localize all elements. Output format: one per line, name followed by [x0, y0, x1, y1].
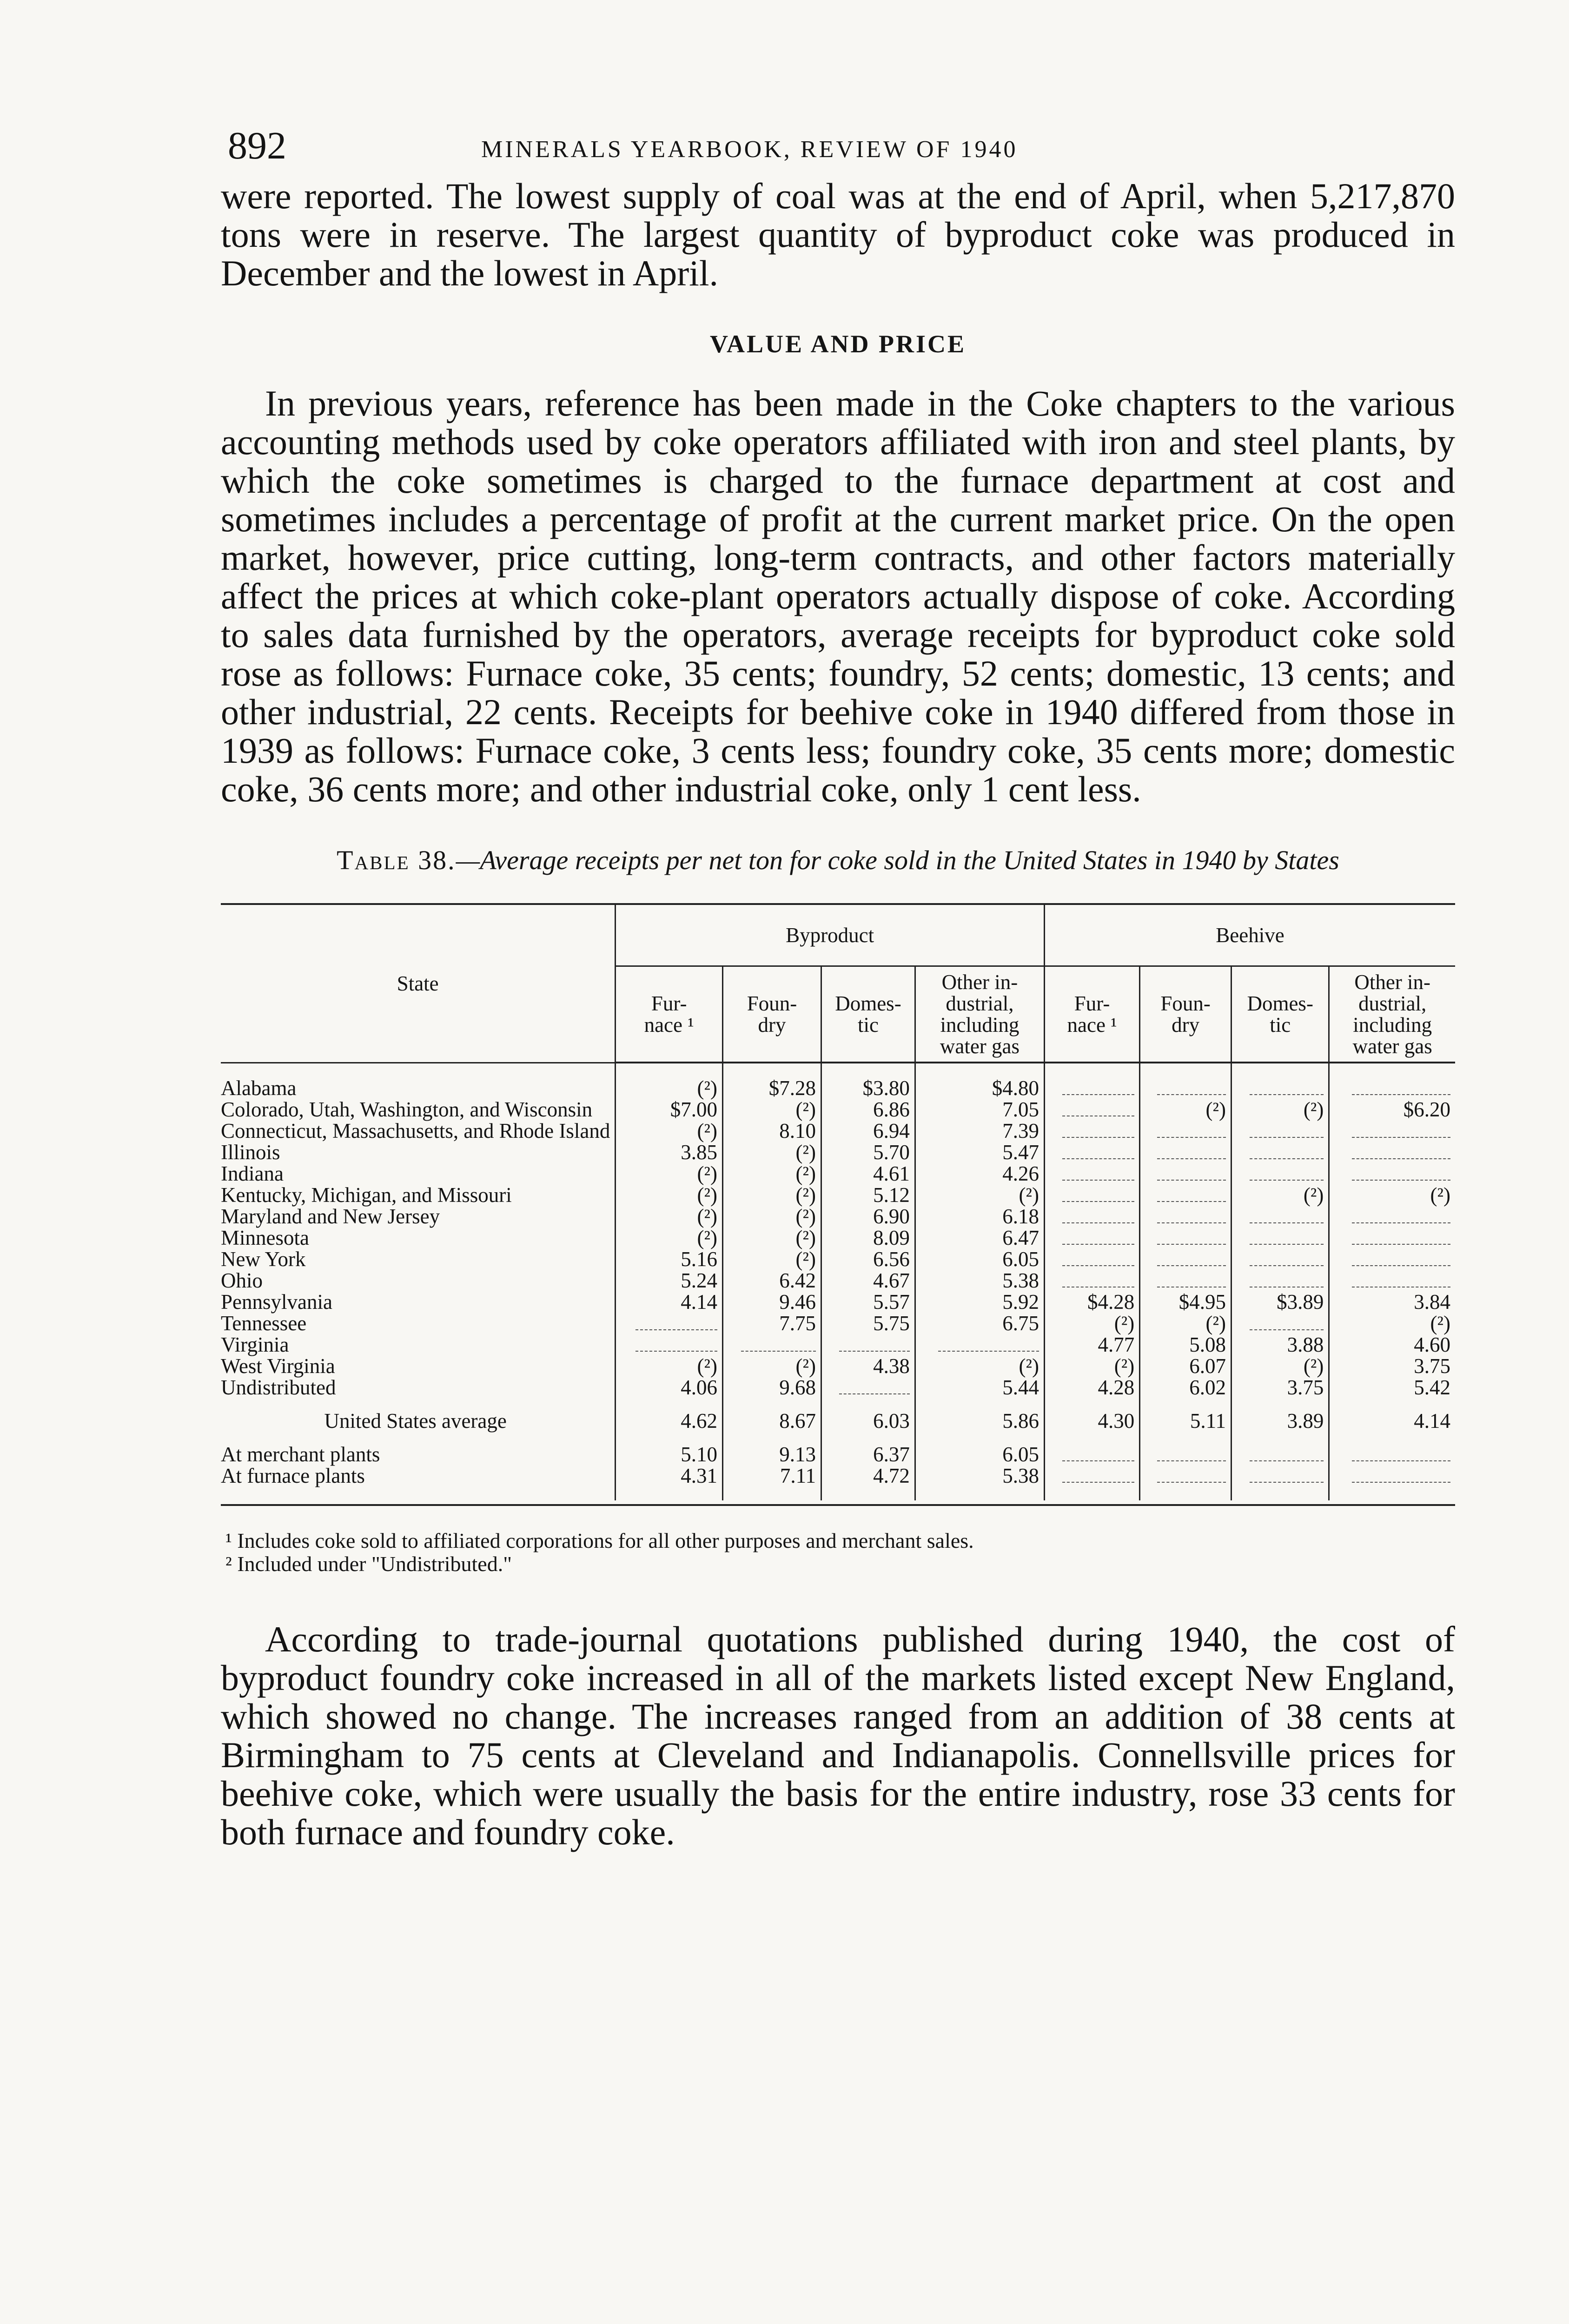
- dash-leader: [1250, 1158, 1324, 1159]
- empty-cell: [1140, 1270, 1231, 1291]
- table-caption-label: Table 38.: [337, 845, 456, 875]
- table-row: [221, 1163, 1455, 1184]
- closing-paragraph: According to trade-journal quotations published during 1940, the cost of byproduct foundry coke increased in all of the markets listed except New England, which showed no change. The increases ranged from an addition of 38 cents at Birmingham to 75 cents at Cleveland and Indianapolis. Connellsville prices for beehive coke, which were usually the basis for the entire industry, rose 33 cents for both furnace and foundry coke.: [221, 1619, 1455, 1852]
- value-cell: 4.26: [915, 1163, 1044, 1184]
- empty-cell: [1329, 1465, 1455, 1486]
- state-name: Tennessee: [221, 1312, 307, 1335]
- empty-cell: [616, 1313, 723, 1334]
- dash-leader: [938, 1351, 1039, 1352]
- value-cell: $7.00: [616, 1099, 723, 1120]
- dash-leader: [1062, 1460, 1134, 1461]
- dash-leader: [1157, 1158, 1226, 1159]
- table-row: [221, 1291, 1455, 1313]
- dash-leader: [1157, 1265, 1226, 1266]
- value-cell: 4.31: [616, 1465, 723, 1486]
- value-cell: 8.09: [821, 1227, 915, 1248]
- state-name: Kentucky, Michigan, and Missouri: [221, 1183, 512, 1207]
- dash-leader: [839, 1393, 910, 1394]
- value-cell: 5.38: [915, 1465, 1044, 1486]
- value-cell: (²): [722, 1206, 821, 1227]
- table-row: [221, 1270, 1455, 1291]
- empty-cell: [1140, 1206, 1231, 1227]
- column-header-1: Fur- nace ¹: [616, 966, 723, 1063]
- footnote-2: ² Included under "Undistributed.": [225, 1552, 512, 1576]
- value-cell: 6.90: [821, 1206, 915, 1227]
- column-header-2: Foun- dry: [722, 966, 821, 1063]
- dash-leader: [1062, 1180, 1134, 1181]
- empty-cell: [1044, 1206, 1139, 1227]
- empty-cell: [1044, 1077, 1139, 1099]
- value-cell: 6.86: [821, 1099, 915, 1120]
- empty-cell: [1140, 1077, 1231, 1099]
- empty-cell: [1329, 1163, 1455, 1184]
- value-cell: $4.95: [1140, 1291, 1231, 1313]
- value-cell: 3.89: [1231, 1398, 1329, 1444]
- page-header: [221, 116, 1455, 177]
- dash-leader: [1157, 1222, 1226, 1223]
- table-row: [221, 1334, 1455, 1355]
- empty-cell: [1231, 1270, 1329, 1291]
- value-cell: (²): [1044, 1313, 1139, 1334]
- dash-leader: [1157, 1460, 1226, 1461]
- table-row: [221, 1227, 1455, 1248]
- empty-cell: [1044, 1465, 1139, 1486]
- empty-cell: [1231, 1248, 1329, 1270]
- value-cell: 7.05: [915, 1099, 1044, 1120]
- value-cell: 5.47: [915, 1142, 1044, 1163]
- empty-cell: [1044, 1227, 1139, 1248]
- value-cell: (²): [722, 1184, 821, 1206]
- empty-cell: [1140, 1227, 1231, 1248]
- empty-cell: [1231, 1206, 1329, 1227]
- value-cell: 6.02: [1140, 1377, 1231, 1398]
- value-cell: 5.12: [821, 1184, 915, 1206]
- value-cell: 4.61: [821, 1163, 915, 1184]
- value-cell: 4.14: [616, 1291, 723, 1313]
- dash-leader: [1352, 1244, 1450, 1245]
- document-page: [221, 116, 1455, 1851]
- dash-leader: [1352, 1094, 1450, 1095]
- value-cell: (²): [1140, 1099, 1231, 1120]
- value-cell: 9.46: [722, 1291, 821, 1313]
- table-row: [221, 1377, 1455, 1398]
- empty-cell: [1329, 1077, 1455, 1099]
- spacer-cell: [616, 1063, 723, 1077]
- spacer-cell: [1140, 1063, 1231, 1077]
- empty-cell: [1044, 1248, 1139, 1270]
- value-cell: $4.80: [915, 1077, 1044, 1099]
- empty-cell: [1231, 1444, 1329, 1465]
- empty-cell: [1044, 1270, 1139, 1291]
- empty-cell: [1329, 1270, 1455, 1291]
- empty-cell: [821, 1377, 915, 1398]
- value-cell: 4.30: [1044, 1398, 1139, 1444]
- beehive-group-header: Beehive: [1044, 905, 1455, 966]
- dash-leader: [1157, 1482, 1226, 1483]
- value-cell: 5.16: [616, 1248, 723, 1270]
- spacer-cell: [722, 1486, 821, 1500]
- value-cell: 9.13: [722, 1444, 821, 1465]
- value-cell: 6.03: [821, 1398, 915, 1444]
- value-cell: (²): [616, 1227, 723, 1248]
- value-cell: 6.42: [722, 1270, 821, 1291]
- group-header-row: [221, 905, 1455, 966]
- dash-leader: [1250, 1180, 1324, 1181]
- value-cell: (²): [1329, 1184, 1455, 1206]
- receipts-table: [221, 905, 1455, 1500]
- empty-cell: [1140, 1142, 1231, 1163]
- value-cell: 6.94: [821, 1120, 915, 1142]
- value-cell: 6.07: [1140, 1355, 1231, 1377]
- spacer-cell: [1140, 1486, 1231, 1500]
- state-name: Pennsylvania: [221, 1290, 332, 1314]
- value-cell: $3.80: [821, 1077, 915, 1099]
- empty-cell: [1140, 1163, 1231, 1184]
- spacer-cell: [221, 1486, 616, 1500]
- spacer-cell: [1044, 1063, 1139, 1077]
- value-cell: 4.60: [1329, 1334, 1455, 1355]
- table-row: [221, 1206, 1455, 1227]
- spacer-row: [221, 1486, 1455, 1500]
- spacer-cell: [1231, 1063, 1329, 1077]
- state-name: Ohio: [221, 1269, 263, 1292]
- value-cell: (²): [1231, 1099, 1329, 1120]
- empty-cell: [616, 1334, 723, 1355]
- state-name: Connecticut, Massachusetts, and Rhode Island: [221, 1119, 610, 1142]
- value-cell: (²): [616, 1120, 723, 1142]
- table-row: [221, 1248, 1455, 1270]
- value-cell: 4.67: [821, 1270, 915, 1291]
- table-row: [221, 1184, 1455, 1206]
- value-cell: $7.28: [722, 1077, 821, 1099]
- value-cell: 8.67: [722, 1398, 821, 1444]
- value-cell: 3.88: [1231, 1334, 1329, 1355]
- column-header-4: Other in- dustrial, including water gas: [915, 966, 1044, 1063]
- dash-leader: [1157, 1244, 1226, 1245]
- value-cell: 5.75: [821, 1313, 915, 1334]
- value-cell: (²): [915, 1184, 1044, 1206]
- average-row: [221, 1398, 1455, 1444]
- empty-cell: [1329, 1227, 1455, 1248]
- state-name: At merchant plants: [221, 1443, 380, 1466]
- empty-cell: [1044, 1163, 1139, 1184]
- value-cell: (²): [1329, 1313, 1455, 1334]
- empty-cell: [915, 1334, 1044, 1355]
- page-number: 892: [228, 124, 286, 167]
- dash-leader: [1062, 1482, 1134, 1483]
- state-name: Undistributed: [221, 1376, 336, 1399]
- dash-leader: [636, 1329, 717, 1330]
- dash-leader: [1157, 1137, 1226, 1138]
- value-cell: 3.75: [1329, 1355, 1455, 1377]
- state-name: Indiana: [221, 1162, 284, 1185]
- empty-cell: [1231, 1077, 1329, 1099]
- state-column-header: State: [221, 905, 616, 1063]
- value-cell: 6.05: [915, 1444, 1044, 1465]
- dash-leader: [1157, 1201, 1226, 1202]
- value-cell: 9.68: [722, 1377, 821, 1398]
- spacer-cell: [821, 1063, 915, 1077]
- state-name: Virginia: [221, 1333, 289, 1356]
- value-cell: 3.85: [616, 1142, 723, 1163]
- value-cell: 4.14: [1329, 1398, 1455, 1444]
- dash-leader: [1352, 1137, 1450, 1138]
- value-cell: 4.28: [1044, 1377, 1139, 1398]
- empty-cell: [1231, 1163, 1329, 1184]
- value-cell: 6.47: [915, 1227, 1044, 1248]
- dash-leader: [1352, 1158, 1450, 1159]
- table-row: [221, 1077, 1455, 1099]
- spacer-cell: [616, 1486, 723, 1500]
- dash-leader: [1352, 1180, 1450, 1181]
- value-cell: 5.44: [915, 1377, 1044, 1398]
- value-cell: 3.75: [1231, 1377, 1329, 1398]
- byproduct-group-header: Byproduct: [616, 905, 1045, 966]
- footnote-1: ¹ Includes coke sold to affiliated corporations for all other purposes and merchant sales.: [225, 1529, 974, 1552]
- value-cell: 4.38: [821, 1355, 915, 1377]
- dash-leader: [839, 1351, 910, 1352]
- plant-row: [221, 1465, 1455, 1486]
- value-cell: 6.05: [915, 1248, 1044, 1270]
- value-cell: 5.08: [1140, 1334, 1231, 1355]
- value-cell: 3.84: [1329, 1291, 1455, 1313]
- value-cell: $3.89: [1231, 1291, 1329, 1313]
- section-heading: VALUE AND PRICE: [709, 330, 967, 358]
- column-header-5: Fur- nace ¹: [1044, 966, 1139, 1063]
- value-cell: 5.86: [915, 1398, 1044, 1444]
- value-cell: 4.77: [1044, 1334, 1139, 1355]
- value-cell: $4.28: [1044, 1291, 1139, 1313]
- value-cell: 4.06: [616, 1377, 723, 1398]
- spacer-row: [221, 1063, 1455, 1077]
- empty-cell: [1140, 1444, 1231, 1465]
- dash-leader: [1250, 1329, 1324, 1330]
- value-cell: 4.72: [821, 1465, 915, 1486]
- dash-leader: [1062, 1201, 1134, 1202]
- dash-leader: [1062, 1265, 1134, 1266]
- dash-leader: [1352, 1222, 1450, 1223]
- spacer-cell: [915, 1063, 1044, 1077]
- column-header-7: Domes- tic: [1231, 966, 1329, 1063]
- value-paragraph: In previous years, reference has been made in the Coke chapters to the various accounting methods used by coke operators affiliated with iron and steel plants, by which the coke sometimes is charged to the furnace department at cost and sometimes includes a percentage of profit at the current market price. On the open market, however, price cutting, long-term contracts, and other factors materially affect the prices at which coke-plant operators actually dispose of coke. According to sales data furnished by the operators, average receipts for byproduct coke sold rose as follows: Furnace coke, 35 cents; foundry, 52 cents; domestic, 13 cents; and other industrial, 22 cents. Receipts for beehive coke in 1940 differed from those in 1939 as follows: Furnace coke, 3 cents less; foundry coke, 35 cents more; domestic coke, 36 cents more; and other industrial coke, only 1 cent less.: [221, 383, 1455, 809]
- state-name: Minnesota: [221, 1226, 309, 1249]
- value-cell: 5.11: [1140, 1398, 1231, 1444]
- dash-leader: [1250, 1222, 1324, 1223]
- empty-cell: [1329, 1142, 1455, 1163]
- table-row: [221, 1099, 1455, 1120]
- dash-leader: [1352, 1482, 1450, 1483]
- value-cell: (²): [722, 1163, 821, 1184]
- value-cell: 6.18: [915, 1206, 1044, 1227]
- value-cell: 8.10: [722, 1120, 821, 1142]
- empty-cell: [1140, 1465, 1231, 1486]
- value-cell: (²): [915, 1355, 1044, 1377]
- value-cell: 6.75: [915, 1313, 1044, 1334]
- dash-leader: [1157, 1094, 1226, 1095]
- value-cell: 5.57: [821, 1291, 915, 1313]
- value-cell: (²): [616, 1184, 723, 1206]
- dash-leader: [636, 1351, 717, 1352]
- running-head: MINERALS YEARBOOK, REVIEW OF 1940: [481, 136, 1018, 163]
- table-footnotes: [225, 1529, 1455, 1576]
- state-name: United States average: [324, 1409, 507, 1433]
- value-cell: 5.70: [821, 1142, 915, 1163]
- value-cell: 6.56: [821, 1248, 915, 1270]
- dash-leader: [1062, 1244, 1134, 1245]
- empty-cell: [1044, 1444, 1139, 1465]
- table-body: [221, 1063, 1455, 1500]
- value-cell: 7.11: [722, 1465, 821, 1486]
- spacer-cell: [221, 1063, 616, 1077]
- value-cell: (²): [1231, 1184, 1329, 1206]
- empty-cell: [722, 1334, 821, 1355]
- state-name: At furnace plants: [221, 1464, 365, 1487]
- dash-leader: [1157, 1180, 1226, 1181]
- table-row: [221, 1142, 1455, 1163]
- spacer-cell: [821, 1486, 915, 1500]
- dash-leader: [1250, 1094, 1324, 1095]
- empty-cell: [1231, 1227, 1329, 1248]
- spacer-cell: [722, 1063, 821, 1077]
- empty-cell: [1231, 1142, 1329, 1163]
- state-name: West Virginia: [221, 1354, 335, 1378]
- dash-leader: [1062, 1137, 1134, 1138]
- dash-leader: [741, 1351, 816, 1352]
- value-cell: (²): [722, 1227, 821, 1248]
- empty-cell: [1140, 1120, 1231, 1142]
- empty-cell: [1231, 1313, 1329, 1334]
- intro-paragraph: were reported. The lowest supply of coal was at the end of April, when 5,217,870 tons were in reserve. The largest quantity of byproduct coke was produced in December and the lowest in April.: [221, 176, 1455, 293]
- spacer-cell: [1329, 1063, 1455, 1077]
- value-cell: (²): [722, 1099, 821, 1120]
- dash-leader: [1250, 1137, 1324, 1138]
- empty-cell: [1231, 1465, 1329, 1486]
- value-cell: 5.42: [1329, 1377, 1455, 1398]
- value-cell: 5.38: [915, 1270, 1044, 1291]
- state-name: Colorado, Utah, Washington, and Wisconsin: [221, 1098, 593, 1121]
- table-row: [221, 1355, 1455, 1377]
- spacer-cell: [1044, 1486, 1139, 1500]
- dash-leader: [1062, 1094, 1134, 1095]
- empty-cell: [1329, 1444, 1455, 1465]
- value-cell: 5.10: [616, 1444, 723, 1465]
- dash-leader: [1352, 1265, 1450, 1266]
- column-header-6: Foun- dry: [1140, 966, 1231, 1063]
- state-name: Illinois: [221, 1141, 280, 1164]
- dash-leader: [1250, 1265, 1324, 1266]
- value-cell: (²): [616, 1077, 723, 1099]
- value-cell: 6.37: [821, 1444, 915, 1465]
- value-cell: $6.20: [1329, 1099, 1455, 1120]
- dash-leader: [1062, 1158, 1134, 1159]
- empty-cell: [1140, 1184, 1231, 1206]
- spacer-cell: [915, 1486, 1044, 1500]
- value-cell: (²): [722, 1142, 821, 1163]
- empty-cell: [1329, 1206, 1455, 1227]
- dash-leader: [1352, 1460, 1450, 1461]
- value-cell: (²): [1044, 1355, 1139, 1377]
- state-name: Alabama: [221, 1076, 297, 1100]
- empty-cell: [1329, 1248, 1455, 1270]
- table-bottom-rule: [221, 1504, 1455, 1506]
- spacer-cell: [1329, 1486, 1455, 1500]
- column-header-8: Other in- dustrial, including water gas: [1329, 966, 1455, 1063]
- empty-cell: [1044, 1099, 1139, 1120]
- dash-leader: [1062, 1222, 1134, 1223]
- table-row: [221, 1120, 1455, 1142]
- dash-leader: [1250, 1244, 1324, 1245]
- state-name: Maryland and New Jersey: [221, 1205, 440, 1228]
- value-cell: (²): [1140, 1313, 1231, 1334]
- empty-cell: [1044, 1142, 1139, 1163]
- state-name: New York: [221, 1248, 306, 1271]
- dash-leader: [1250, 1482, 1324, 1483]
- empty-cell: [1329, 1120, 1455, 1142]
- value-cell: (²): [616, 1355, 723, 1377]
- value-cell: 4.62: [616, 1398, 723, 1444]
- value-cell: 7.75: [722, 1313, 821, 1334]
- value-cell: (²): [722, 1355, 821, 1377]
- value-cell: (²): [1231, 1355, 1329, 1377]
- empty-cell: [1140, 1248, 1231, 1270]
- column-header-3: Domes- tic: [821, 966, 915, 1063]
- empty-cell: [1231, 1120, 1329, 1142]
- table-row: [221, 1313, 1455, 1334]
- plant-row: [221, 1444, 1455, 1465]
- value-cell: (²): [616, 1163, 723, 1184]
- value-cell: (²): [722, 1248, 821, 1270]
- table-caption-title: —Average receipts per net ton for coke sold in the United States in 1940 by States: [456, 845, 1339, 875]
- table-caption: [221, 845, 1455, 875]
- empty-cell: [821, 1334, 915, 1355]
- value-cell: (²): [616, 1206, 723, 1227]
- value-cell: 5.92: [915, 1291, 1044, 1313]
- empty-cell: [1044, 1120, 1139, 1142]
- value-cell: 7.39: [915, 1120, 1044, 1142]
- spacer-cell: [1231, 1486, 1329, 1500]
- empty-cell: [1044, 1184, 1139, 1206]
- value-cell: 5.24: [616, 1270, 723, 1291]
- dash-leader: [1250, 1460, 1324, 1461]
